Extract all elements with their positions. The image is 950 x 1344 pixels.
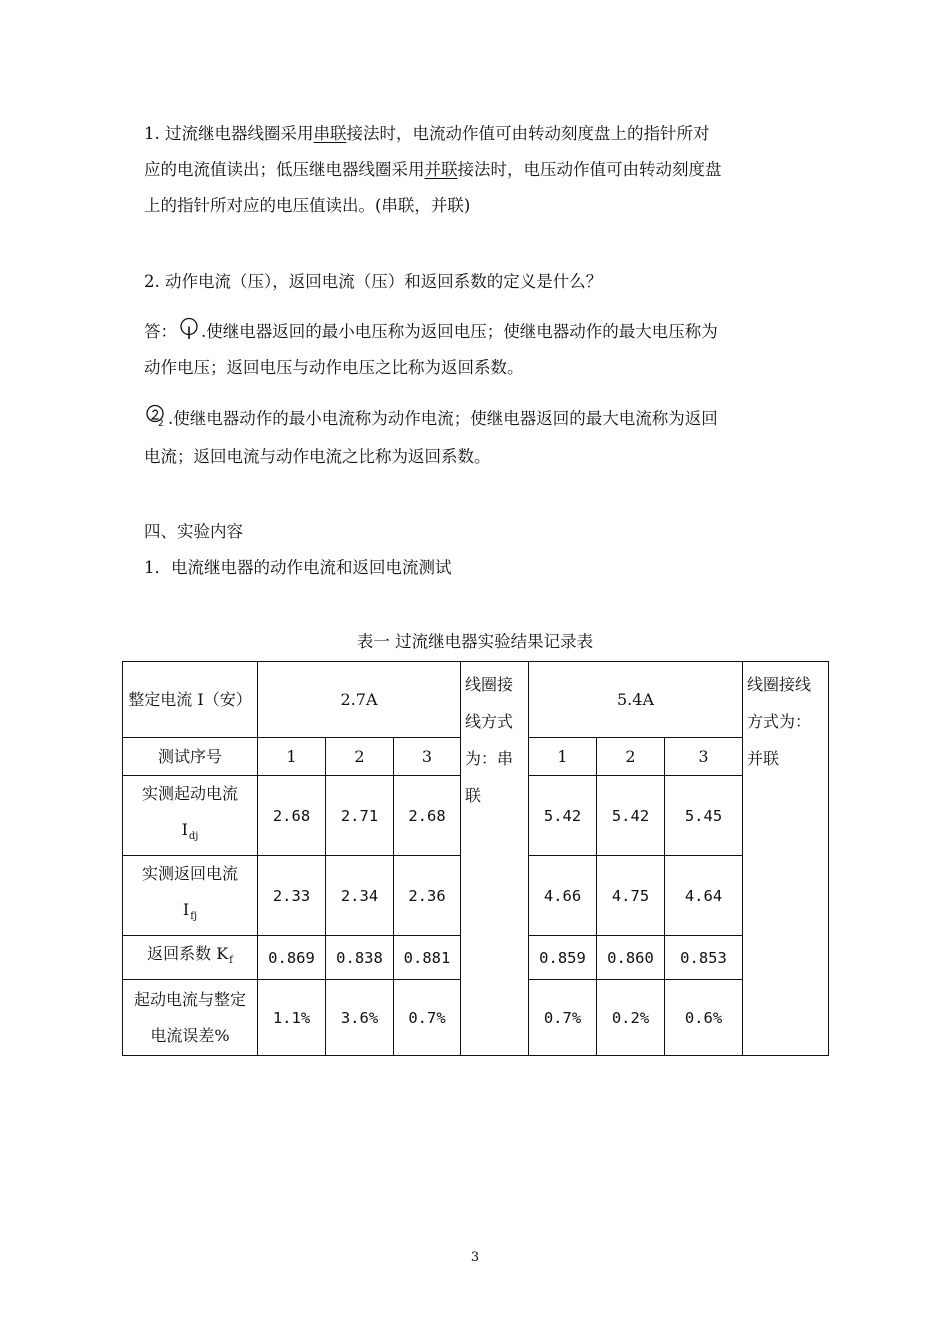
q2-answer-1-line-2: 动作电压；返回电压与动作电压之比称为返回系数。 — [144, 358, 524, 377]
wiring-method-1: 线圈接线方式为：串联 — [461, 662, 529, 1056]
table-header-row — [123, 662, 829, 738]
data-cell: 4.66 — [529, 856, 597, 936]
seq-cell: 2 — [597, 738, 665, 776]
row-label-return-coefficient: 返回系数 $K_f$ — [123, 936, 258, 980]
data-cell: 0.838 — [326, 936, 394, 980]
data-cell: 0.6% — [665, 980, 743, 1056]
q1-answer-parallel: 并联 — [424, 160, 458, 179]
answer-label: 答： — [144, 322, 177, 341]
data-cell: 0.860 — [597, 936, 665, 980]
section-subheading: 1．电流继电器的动作电流和返回电流测试 — [144, 558, 452, 577]
q1-line-3: 上的指针所对应的电压值读出。(串联，并联) — [144, 196, 471, 215]
data-cell: 0.881 — [394, 936, 461, 980]
q1-line-1: 1. 过流继电器线圈采用串联接法时，电流动作值可由转动刻度盘上的指针所对 — [144, 124, 710, 143]
data-cell: 3.6% — [326, 980, 394, 1056]
svg-text:2: 2 — [158, 419, 164, 428]
data-cell: 1.1% — [258, 980, 326, 1056]
data-cell: 5.42 — [597, 776, 665, 856]
seq-cell: 1 — [529, 738, 597, 776]
q2-answer-2-line-2: 电流；返回电流与动作电流之比称为返回系数。 — [144, 447, 491, 466]
data-cell: 5.45 — [665, 776, 743, 856]
result-table — [122, 661, 829, 1056]
row-label-return-current: 实测返回电流 $I_{fj}$ — [123, 856, 258, 936]
data-cell: 2.36 — [394, 856, 461, 936]
q1-line-2: 应的电流值读出；低压继电器线圈采用并联接法时，电压动作值可由转动刻度盘 — [144, 160, 722, 179]
table-caption: 表一 过流继电器实验结果记录表 — [356, 632, 594, 651]
seq-cell: 1 — [258, 738, 326, 776]
header-group-1: 2.7A — [258, 662, 461, 738]
data-cell: 2.34 — [326, 856, 394, 936]
seq-cell: 2 — [326, 738, 394, 776]
data-cell: 2.33 — [258, 856, 326, 936]
data-cell: 5.42 — [529, 776, 597, 856]
header-group-2: 5.4A — [529, 662, 743, 738]
seq-cell: 3 — [394, 738, 461, 776]
header-setting-current: 整定电流 I（安） — [123, 662, 258, 738]
data-cell: 0.859 — [529, 936, 597, 980]
seq-label: 测试序号 — [123, 738, 258, 776]
q2-answer-1-line-1: 答： .使继电器返回的最小电压称为返回电压；使继电器动作的最大电压称为 — [144, 317, 718, 346]
data-cell: 4.75 — [597, 856, 665, 936]
data-cell: 0.853 — [665, 936, 743, 980]
q2-answer-2-line-1: 2 .使继电器动作的最小电流称为动作电流；使继电器返回的最大电流称为返回 — [144, 404, 718, 433]
wiring-method-2: 线圈接线方式为：并联 — [743, 662, 829, 1056]
data-cell: 2.68 — [258, 776, 326, 856]
data-cell: 2.71 — [326, 776, 394, 856]
data-cell: 0.7% — [529, 980, 597, 1056]
data-cell: 2.68 — [394, 776, 461, 856]
row-label-pickup-current: 实测起动电流 $I_{dj}$ — [123, 776, 258, 856]
seq-cell: 3 — [665, 738, 743, 776]
data-cell: 4.64 — [665, 856, 743, 936]
data-cell: 0.869 — [258, 936, 326, 980]
section-heading: 四、实验内容 — [144, 522, 243, 541]
page-number: 3 — [470, 1250, 480, 1265]
data-cell: 0.2% — [597, 980, 665, 1056]
circled-1-icon — [177, 317, 201, 346]
q2-question: 2. 动作电流（压），返回电流（压）和返回系数的定义是什么？ — [144, 272, 603, 291]
circled-2-icon — [144, 404, 168, 433]
q1-answer-series: 串联 — [313, 124, 347, 143]
row-label-error-percent: 起动电流与整定电流误差% — [123, 980, 258, 1056]
data-cell: 0.7% — [394, 980, 461, 1056]
